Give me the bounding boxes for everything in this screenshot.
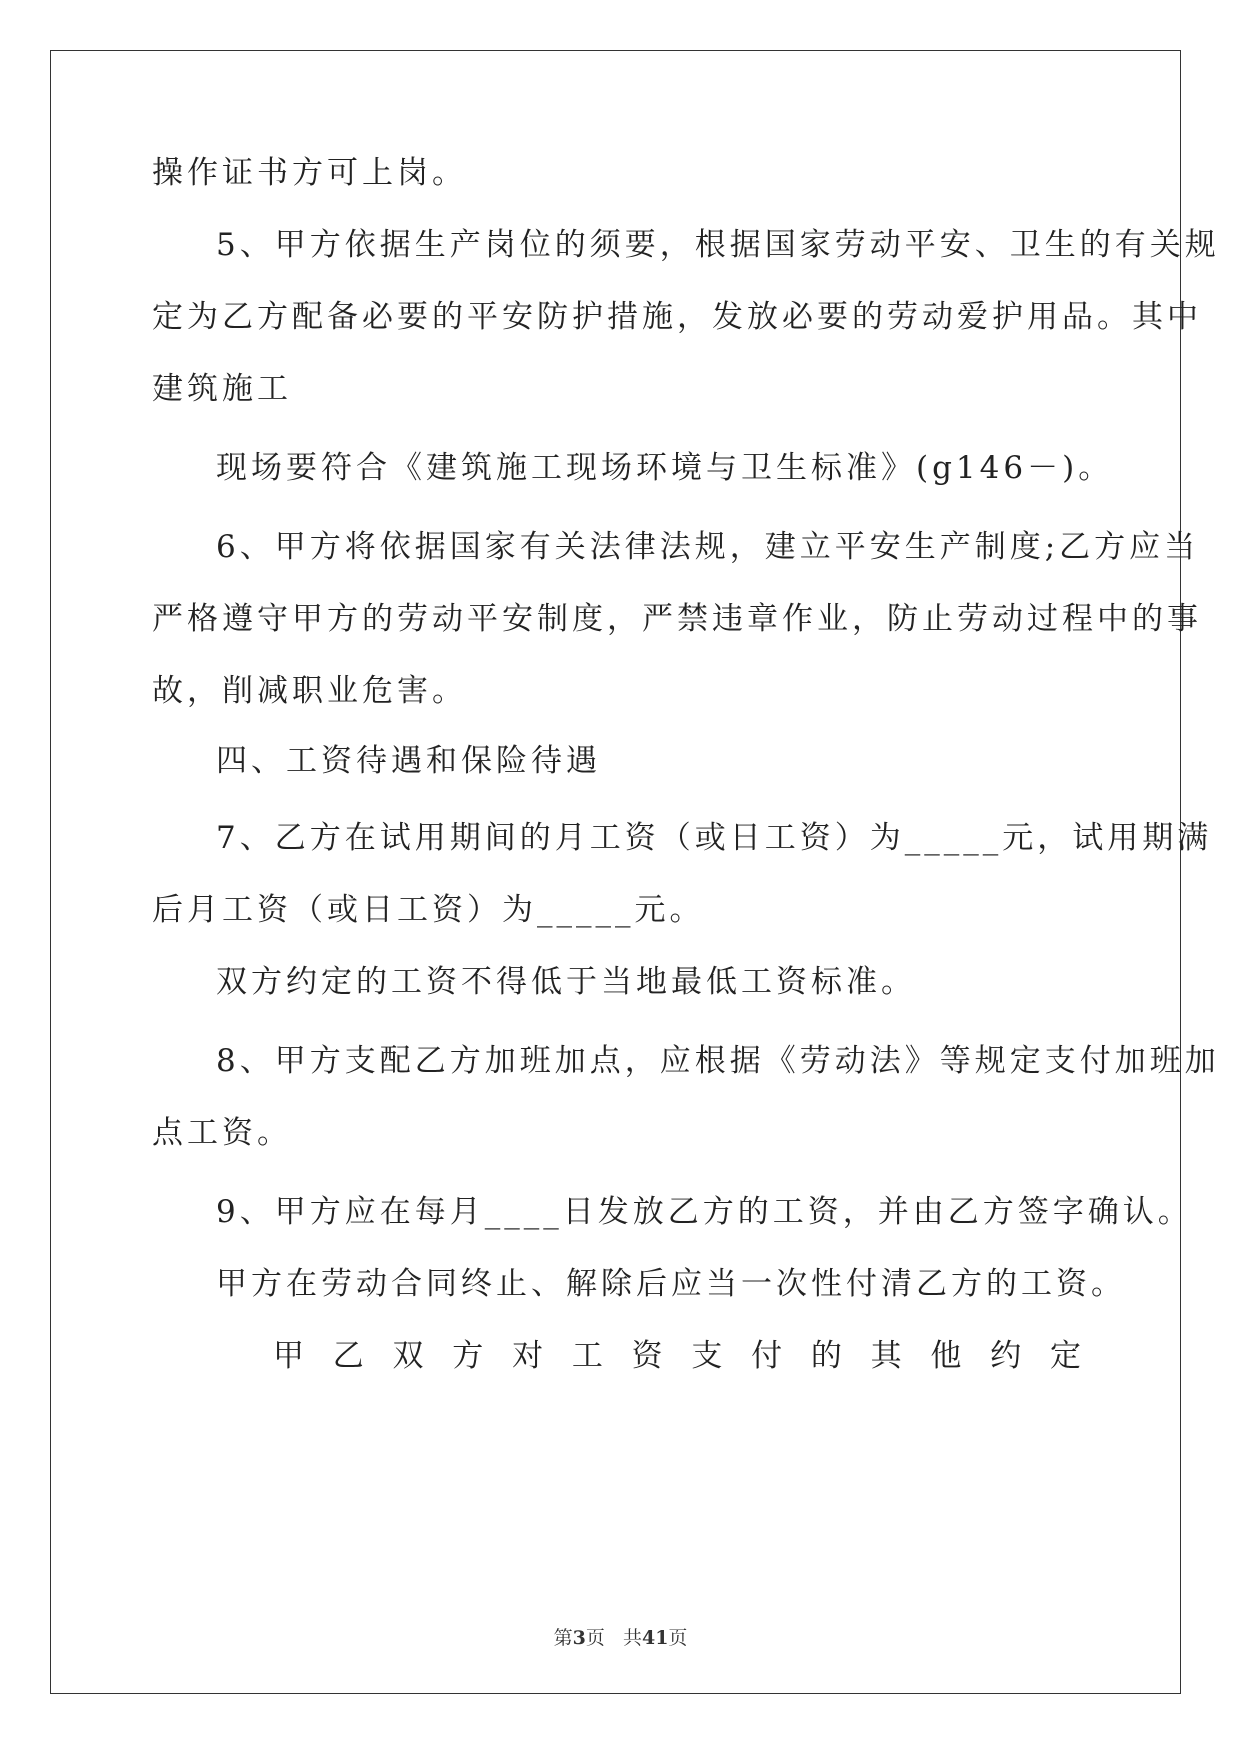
- body-line: 甲方在劳动合同终止、解除后应当一次性付清乙方的工资。: [216, 1266, 1126, 1302]
- spread-char: 乙: [332, 1338, 364, 1374]
- spread-char: 资: [631, 1338, 663, 1374]
- footer-total-pages: 41: [641, 1627, 669, 1649]
- spread-char: 双: [392, 1338, 424, 1374]
- body-line: 8、甲方支配乙方加班加点，应根据《劳动法》等规定支付加班加: [216, 1043, 1220, 1079]
- spread-char: 对: [512, 1338, 544, 1374]
- body-line: 双方约定的工资不得低于当地最低工资标准。: [216, 964, 916, 1000]
- body-line: 9、甲方应在每月____日发放乙方的工资，并由乙方签字确认。: [216, 1194, 1193, 1230]
- footer-page-suffix: 页: [585, 1627, 605, 1649]
- spread-char: 工: [571, 1338, 603, 1374]
- spread-char: 支: [691, 1338, 723, 1374]
- body-line: 定为乙方配备必要的平安防护措施，发放必要的劳动爱护用品。其中: [152, 299, 1202, 335]
- body-line: 后月工资（或日工资）为_____元。: [152, 892, 705, 928]
- spread-line: [273, 1338, 1081, 1374]
- footer-page-number: 3: [572, 1627, 586, 1649]
- spread-char: 甲: [273, 1338, 304, 1374]
- body-line: 7、乙方在试用期间的月工资（或日工资）为_____元，试用期满: [216, 820, 1213, 856]
- spread-char: 约: [990, 1338, 1022, 1374]
- body-line: 6、甲方将依据国家有关法律法规，建立平安生产制度;乙方应当: [216, 529, 1200, 565]
- body-line: 点工资。: [152, 1115, 292, 1151]
- body-line: 操作证书方可上岗。: [152, 155, 467, 191]
- body-line: 5、甲方依据生产岗位的须要，根据国家劳动平安、卫生的有关规: [216, 227, 1220, 263]
- spread-char: 方: [452, 1338, 484, 1374]
- page-border: [50, 50, 1181, 1694]
- footer-prefix: 第: [553, 1627, 573, 1649]
- spread-char: 其: [870, 1338, 902, 1374]
- spread-char: 定: [1049, 1338, 1081, 1374]
- footer-total-prefix: 共: [622, 1627, 642, 1649]
- footer-total-suffix: 页: [668, 1627, 688, 1649]
- body-line: 故，削减职业危害。: [152, 673, 467, 709]
- spread-char: 付: [751, 1338, 783, 1374]
- page-footer: [0, 1623, 1241, 1650]
- body-line: 严格遵守甲方的劳动平安制度，严禁违章作业，防止劳动过程中的事: [152, 601, 1202, 637]
- body-line: 建筑施工: [152, 371, 292, 407]
- section-heading: 四、工资待遇和保险待遇: [216, 743, 601, 779]
- spread-char: 的: [810, 1338, 842, 1374]
- body-line: 现场要符合《建筑施工现场环境与卫生标准》(g146－)。: [216, 450, 1114, 486]
- spread-char: 他: [930, 1338, 962, 1374]
